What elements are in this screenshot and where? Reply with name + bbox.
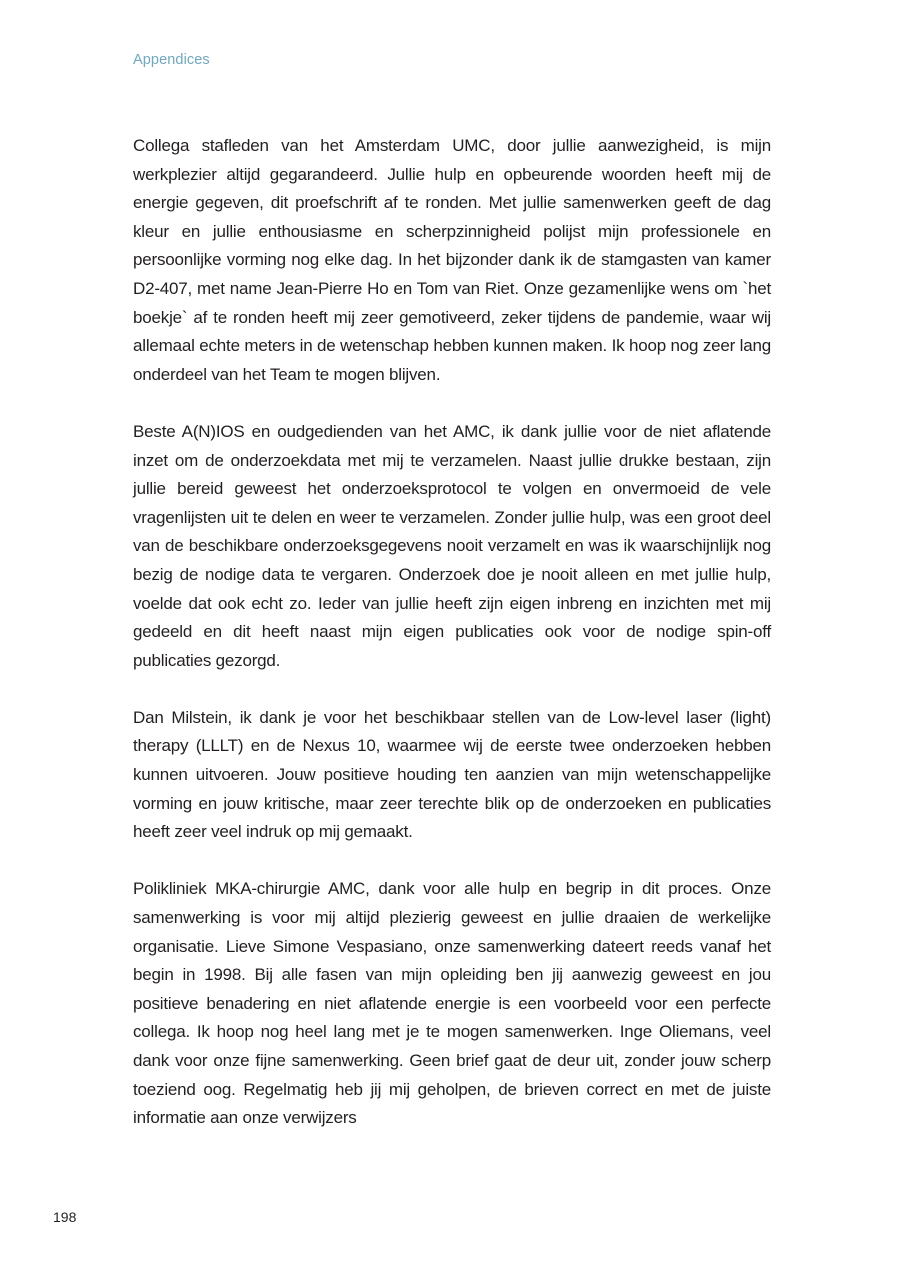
paragraph-colleagues: Collega stafleden van het Amsterdam UMC, door jullie aanwezigheid, is mijn werkplezier altijd gegarandeerd. Jullie hulp en opbeurende woorden heeft mij de energie gegeven, dit proefschrift af te ronden. Met jullie samenwerken geeft de dag kleur en jullie enthousiasme en scherpzinnigheid polijst mijn professionele en persoonlijke vorming nog elke dag. In het bijzonder dank ik de stamgasten van kamer D2-407, met name Jean-Pierre Ho en Tom van Riet. Onze gezamenlijke wens om `het boekje` af te ronden heeft mij zeer gemotiveerd, zeker tijdens de pandemie, waar wij allemaal echte meters in de wetenschap hebben kunnen maken. Ik hoop nog zeer lang onderdeel van het Team te mogen blijven. bbox=[133, 136, 771, 384]
paragraph-polikliniek: Polikliniek MKA-chirurgie AMC, dank voor alle hulp en begrip in dit proces. Onze samenwerking is voor mij altijd plezierig geweest en jullie draaien de werkelijke organisatie. Lieve Simone Vespasiano, onze samenwerking dateert reeds vanaf het begin in 1998. Bij alle fasen van mijn opleiding ben jij aanwezig geweest en jou positieve benadering en niet aflatende energie is een voorbeeld voor een perfecte collega. Ik hoop nog heel lang met je te mogen samenwerken. Inge Oliemans, veel dank voor onze fijne samenwerking. Geen brief gaat de deur uit, zonder jouw scherp toeziend oog. Regelmatig heb jij mij geholpen, de brieven correct en met de juiste informatie aan onze verwijzers bbox=[133, 879, 771, 1128]
paragraph-milstein: Dan Milstein, ik dank je voor het beschikbaar stellen van de Low-level laser (light) therapy (LLLT) en de Nexus 10, waarmee wij de eerste twee onderzoeken hebben kunnen uitvoeren. Jouw positieve houding ten aanzien van mijn wetenschappelijke vorming en jouw kritische, maar zeer terechte blik op de onderzoeken en publicaties heeft zeer veel indruk op mij gemaakt. bbox=[133, 707, 771, 842]
page-number: 198 bbox=[53, 1209, 77, 1225]
running-header: Appendices bbox=[133, 52, 210, 68]
paragraph-residents: Beste A(N)IOS en oudgedienden van het AMC, ik dank jullie voor de niet aflatende inzet om de onderzoekdata met mij te verzamelen. Naast jullie drukke bestaan, zijn jullie bereid geweest het onderzoeksprotocol te volgen en onvermoeid de vele vragenlijsten uit te delen en weer te verzamelen. Zonder jullie hulp, was een groot deel van de beschikbare onderzoeksgegevens nooit verzamelt en was ik waarschijnlijk nog bezig de nodige data te vergaren. Onderzoek doe je nooit alleen en met jullie hulp, voelde dat ook echt zo. Ieder van jullie heeft zijn eigen inbreng en inzichten met mij gedeeld en dit heeft naast mijn eigen publicaties ook voor de nodige spin-off publicaties gezorgd. bbox=[133, 421, 771, 670]
body-text bbox=[133, 132, 771, 1161]
